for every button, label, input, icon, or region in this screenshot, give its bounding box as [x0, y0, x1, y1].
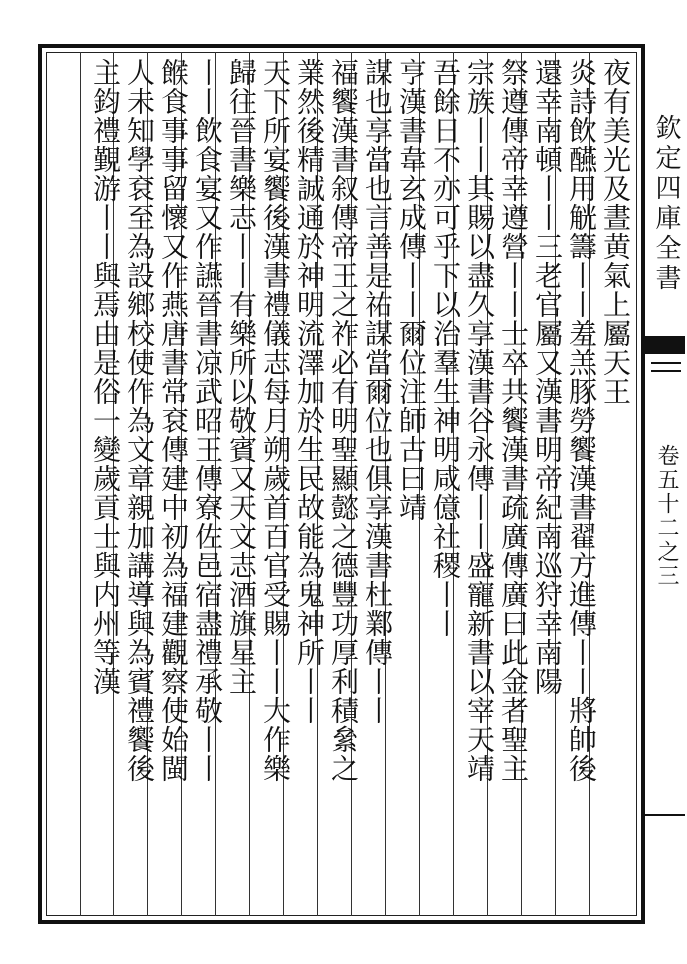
fish-tail-ornament [645, 336, 685, 354]
margin-rule [645, 814, 685, 816]
column-text: 業然後精誠通於神明流澤加於生民故能為鬼神所丨丨 [293, 58, 326, 725]
column-text: 人未知學袞至為設鄉校使作為文章親加講導與為賓禮饗後 [123, 58, 156, 783]
column-text: 吾餘日不亦可乎下以治羣生神明咸億社稷丨丨 [429, 58, 462, 638]
column-rule [80, 52, 81, 916]
column-text: 主鈞禮覲游丨丨與焉由是俗一變歲貢士與内州等漢 [89, 58, 122, 696]
column-text: 福饗漢書叙傳帝王之祚必有明聖顯懿之德豐功厚利積絫之 [327, 58, 360, 783]
column-text: 宗族丨丨其賜以盡久享漢書谷永傳丨丨盛寵新書以宰天靖 [463, 58, 496, 783]
column-text: 天下所宴饗後漢書禮儀志每月朔歲首百官受賜丨丨大作樂 [259, 58, 292, 783]
column-text: 還幸南頓丨丨三老官屬又漢書明帝紀南巡狩幸南陽 [531, 58, 564, 696]
book-title: 欽定四庫全書 [651, 114, 681, 294]
volume-label: 卷五十二之三 [654, 444, 679, 588]
fish-tail-lines [651, 362, 681, 372]
column-text: 謀也享當也言善是祐謀當爾位也俱享漢書杜鄴傳丨丨 [361, 58, 394, 725]
column-text: 祭遵傳帝幸遵營丨丨士卒共饗漢書疏廣傳廣曰此金者聖主 [497, 58, 530, 783]
page-margin [645, 44, 685, 924]
text-column-16 [83, 58, 127, 910]
column-text: 夜有美光及晝黄氣上屬天王 [599, 58, 632, 406]
column-text: 餱食事事留懷又作燕唐書常袞傳建中初為福建觀察使始閩 [157, 58, 190, 783]
column-text: 歸往晉書樂志丨丨有樂所以敬賓又天文志酒旗星主 [225, 58, 258, 696]
column-text: 亨漢書韋玄成傳丨丨爾位注師古曰靖 [395, 58, 428, 522]
column-text: 丨丨飲食宴又作讌晉書凉武昭王傳寮佐邑宿盡禮承敬丨丨 [191, 58, 224, 783]
column-text: 炎詩飲醼用觥籌丨丨羞羔豚勞饗漢書翟方進傳丨丨將帥後 [565, 58, 598, 783]
